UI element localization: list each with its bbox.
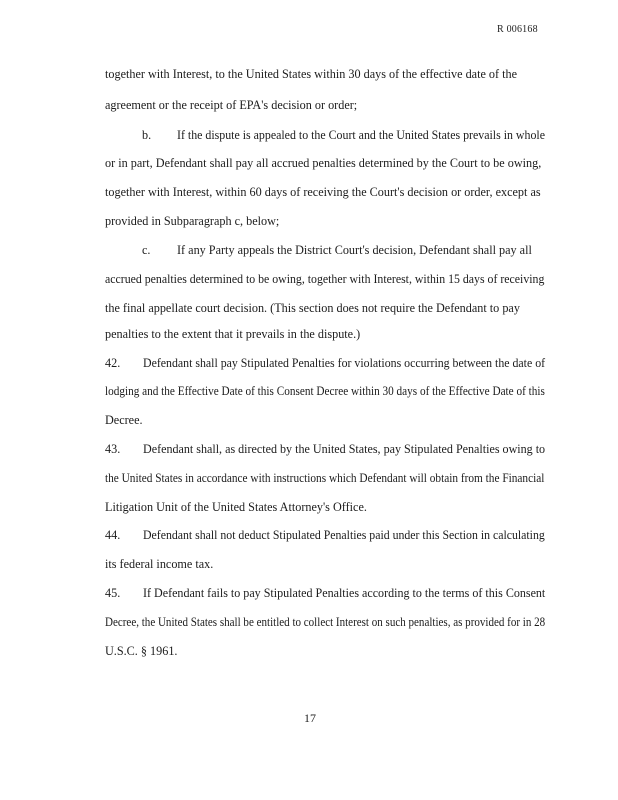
paragraph-44-line-1: Defendant shall not deduct Stipulated Penalties paid under this Section in calculating bbox=[143, 528, 545, 542]
subparagraph-c-line-3: the final appellate court decision. (This section does not require the Defendant to pay bbox=[105, 301, 520, 315]
subparagraph-c-line-1: If any Party appeals the District Court's decision, Defendant shall pay all bbox=[177, 243, 532, 257]
bates-number: R 006168 bbox=[497, 24, 538, 35]
page-number: 17 bbox=[304, 711, 316, 725]
subparagraph-b-label: b. bbox=[142, 128, 152, 142]
subparagraph-a-line-1: together with Interest, to the United States within 30 days of the effective date of the bbox=[105, 67, 518, 81]
paragraph-45-line-3: U.S.C. § 1961. bbox=[105, 644, 178, 658]
paragraph-44-number: 44. bbox=[105, 528, 121, 542]
paragraph-45-number: 45. bbox=[105, 586, 121, 600]
paragraph-42-line-3: Decree. bbox=[105, 413, 143, 427]
subparagraph-b-line-2: or in part, Defendant shall pay all accrued penalties determined by the Court to be owing, bbox=[105, 156, 542, 170]
paragraph-45-line-1: If Defendant fails to pay Stipulated Penalties according to the terms of this Consent bbox=[143, 586, 546, 600]
subparagraph-a-line-2: agreement or the receipt of EPA's decision or order; bbox=[105, 98, 358, 112]
subparagraph-b-line-1: If the dispute is appealed to the Court and the United States prevails in whole bbox=[177, 128, 545, 142]
subparagraph-c-label: c. bbox=[142, 243, 151, 257]
subparagraph-b-line-3: together with Interest, within 60 days of receiving the Court's decision or order, except as bbox=[105, 185, 541, 199]
paragraph-43-line-3: Litigation Unit of the United States Attorney's Office. bbox=[105, 500, 367, 514]
paragraph-42-line-2: lodging and the Effective Date of this Consent Decree within 30 days of the Effective Date of this bbox=[105, 384, 545, 398]
paragraph-42-line-1: Defendant shall pay Stipulated Penalties for violations occurring between the date of bbox=[143, 356, 546, 370]
subparagraph-b-line-4: provided in Subparagraph c, below; bbox=[105, 214, 280, 228]
paragraph-45-line-2: Decree, the United States shall be entitled to collect Interest on such penalties, as provided for in 28 bbox=[105, 615, 546, 629]
paragraph-43-line-2: the United States in accordance with instructions which Defendant will obtain from the Financial bbox=[105, 471, 545, 485]
paragraph-44-line-2: its federal income tax. bbox=[105, 557, 214, 571]
paragraph-43-number: 43. bbox=[105, 442, 121, 456]
subparagraph-c-line-2: accrued penalties determined to be owing, together with Interest, within 15 days of receiving bbox=[105, 272, 545, 286]
subparagraph-c-line-4: penalties to the extent that it prevails in the dispute.) bbox=[105, 327, 361, 341]
paragraph-43-line-1: Defendant shall, as directed by the United States, pay Stipulated Penalties owing to bbox=[143, 442, 546, 456]
paragraph-42-number: 42. bbox=[105, 356, 121, 370]
